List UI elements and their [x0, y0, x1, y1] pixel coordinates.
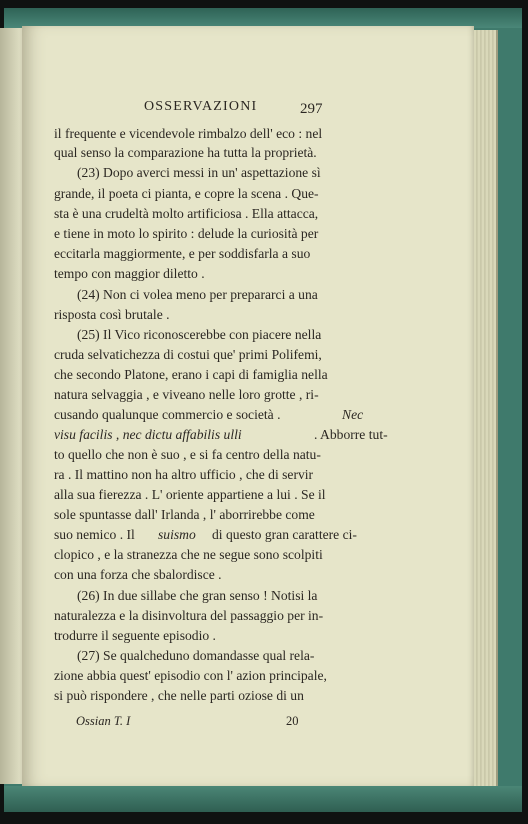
text-line: cruda selvatichezza di costui que' primi Polifemi,	[54, 347, 322, 362]
book-page	[22, 26, 474, 786]
running-title: OSSERVAZIONI	[144, 99, 258, 114]
page-number: 297	[300, 101, 323, 117]
text-line: di questo gran carattere ci-	[212, 527, 357, 542]
signature-mark: Ossian T. I	[76, 714, 131, 728]
text-line: (24) Non ci volea meno per prepararci a una	[77, 287, 318, 302]
text-line: naturalezza e la disinvoltura del passaggio per in-	[54, 608, 324, 623]
text-line: alla sua fierezza . L' oriente appartiene a lui . Se il	[54, 487, 326, 502]
text-line: qual senso la comparazione ha tutta la proprietà.	[54, 145, 317, 160]
text-line: zione abbia quest' episodio con l' azion principale,	[54, 668, 327, 683]
text-line: cusando qualunque commercio e società .	[54, 407, 281, 422]
text-line: suo nemico . Il	[54, 527, 135, 542]
text-line: risposta così brutale .	[54, 307, 170, 322]
text-line: si può rispondere , che nelle parti oziose di un	[54, 688, 304, 703]
text-line: grande, il poeta ci pianta, e copre la scena . Que-	[54, 186, 319, 201]
text-line: sole spuntasse dall' Irlanda , l' aborrirebbe come	[54, 507, 315, 522]
text-line: (27) Se qualcheduno domandasse qual rela-	[77, 648, 315, 663]
italic-phrase: suismo	[158, 527, 196, 542]
text-line: con una forza che sbalordisce .	[54, 567, 222, 582]
text-line: ra . Il mattino non ha altro ufficio , che di servir	[54, 467, 314, 482]
page-stack-edges	[470, 30, 498, 786]
text-line: to quello che non è suo , e si fa centro della natu-	[54, 447, 321, 462]
text-line: che secondo Platone, erano i capi di famiglia nella	[54, 367, 328, 382]
text-line: . Abborre tut-	[314, 427, 388, 442]
binding-bottom-edge	[4, 786, 522, 812]
text-line: (25) Il Vico riconoscerebbe con piacere nella	[77, 327, 322, 342]
text-line: (23) Dopo averci messi in un' aspettazione sì	[77, 165, 321, 180]
binding-top-edge	[4, 8, 522, 28]
text-line: natura selvaggia , e viveano nelle loro grotte , ri-	[54, 387, 319, 402]
text-line: il frequente e vicendevole rimbalzo dell' eco : nel	[54, 126, 323, 141]
text-line: eccitarla maggiormente, e per soddisfarla a suo	[54, 246, 311, 261]
text-line: clopico , e la stranezza che ne segue sono scolpiti	[54, 547, 323, 562]
text-line: trodurre il seguente episodio .	[54, 628, 216, 643]
facing-page-edge	[0, 28, 24, 784]
signature-number: 20	[286, 714, 299, 728]
italic-phrase: Nec	[342, 407, 364, 422]
text-line: e tiene in moto lo spirito : delude la curiosità per	[54, 226, 319, 241]
italic-phrase: visu facilis , nec dictu affabilis ulli	[54, 427, 242, 442]
text-line: tempo con maggior diletto .	[54, 266, 205, 281]
text-line: (26) In due sillabe che gran senso ! Notisi la	[77, 588, 318, 603]
text-line: sta è una crudeltà molto artificiosa . Ella attacca,	[54, 206, 319, 221]
